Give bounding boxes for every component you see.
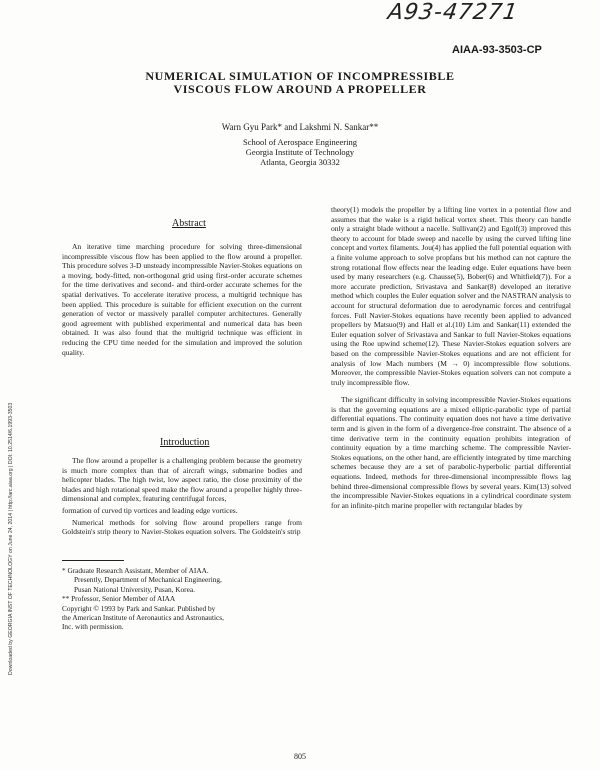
abstract-heading: Abstract — [172, 218, 206, 229]
affiliation-school: School of Aerospace Engineering — [242, 137, 357, 147]
download-sidebar — [8, 145, 18, 675]
footnote-1-line-3: Pusan National University, Pusan, Korea. — [74, 584, 195, 594]
affiliation — [200, 137, 400, 167]
footnote-1: * Graduate Research Assistant, Member of AIAA. — [62, 566, 209, 575]
affiliation-city: Atlanta, Georgia 30332 — [260, 157, 340, 167]
intro-paragraph-2: Numerical methods for solving flow around propellers range from Goldstein's strip theory to Navier-Stokes equation solvers. The Goldstein's strip — [62, 517, 302, 537]
affiliation-institute: Georgia Institute of Technology — [245, 147, 355, 157]
copyright-line-3: Inc. with permission. — [62, 622, 124, 632]
page-number: 805 — [294, 752, 306, 761]
authors: Warn Gyu Park* and Lakshmi N. Sankar** — [221, 122, 379, 132]
download-note: Downloaded by GEORGIA INST OF TECHNOLOGY on June 24, 2014 | http://arc.aiaa.org | DOI: 10.2514/6.1993-3503 — [8, 402, 14, 675]
handwritten-accession-number: A93-47271 — [386, 0, 520, 25]
intro-paragraph-1: The flow around a propeller is a challenging problem because the geometry is much more complex than that of aircraft wings, submarine bodies and helicopter blades. The high twist, low aspect ratio, the close proximity of the blades and high rotational speed make the flow around a propeller highly three-dimensional and complex, featuring centrifugal forces, — [62, 456, 302, 504]
introduction-heading: Introduction — [160, 437, 210, 448]
footnotes — [62, 566, 302, 632]
footnote-1-line-2: Presently, Department of Mechanical Engineering, — [74, 575, 222, 585]
abstract-column — [62, 242, 302, 357]
title-line-2: VISCOUS FLOW AROUND A PROPELLER — [173, 82, 427, 96]
right-paragraph-2: The significant difficulty in solving incompressible Navier-Stokes equations is that the governing equations are a mixed elliptic-parabolic type of partial differential equations. The continuity equation does not have a time derivative term and is given in the form of a divergence-free constraint. The absence of a time derivative term in the continuity equation prohibits integration of continuity equation by a time marching scheme. The compressible Navier-Stokes equations, on the other hand, are efficiently integrated by time marching schemes because they are a set of parabolic-hyperbolic partial differential equations. Indeed, methods for three-dimensional incompressible flows lag behind three-dimensional compressible flows by several years. Kim(13) solved the incompressible Navier-Stokes equations in a cylindrical coordinate system for an infinite-pitch marine propeller with rectangular blades by — [331, 395, 571, 510]
copyright-line-2: the American Institute of Aeronautics and Astronautics, — [62, 613, 224, 623]
introduction-column — [62, 456, 302, 537]
copyright-line-1: Copyright © 1993 by Park and Sankar. Published by — [62, 603, 216, 613]
right-paragraph-1: theory(1) models the propeller by a lifting line vortex in a potential flow and assumes that the wake is a rigid helical vortex sheet. This theory can handle only a straight blade without a nacelle. Sullivan(2) and Egolf(3) improved this theory to account for blade sweep and nacelle by using the curved lifting line concept and vortex filaments. Jou(4) has applied the full potential equation with a finite volume approach to solve propfans but his method can not capture the strong rotational flow effects near the leading edge. Euler equations have been used by many researchers (e.g. Chausse(5), Bober(6) and Whitfield(7)). For a more accurate prediction, Srivastava and Sankar(8) developed an iterative method which couples the Euler equation solver and the NASTRAN analysis to account for structural deformation due to aerodynamic forces and centrifugal forces. Full Navier-Stokes equations have recently been applied to advanced propellers by Matsuo(9) and Hall et al.(10) Lim and Sankar(11) extended the Euler equation solver of Srivastava and Sankar to full Navier-Stokes equations using the Roe upwind scheme(12). These Navier-Stokes equation solvers are based on the compressible Navier-Stokes equations and are not efficient for analysis of low Mach numbers (M → 0) incompressible flow solutions. Moreover, the compressible Navier-Stokes equation solvers can not compute a truly incompressible flow. — [331, 205, 571, 387]
right-column — [331, 205, 571, 510]
paper-id: AIAA-93-3503-CP — [452, 44, 542, 56]
title-line-1: NUMERICAL SIMULATION OF INCOMPRESSIBLE — [145, 69, 455, 83]
footnote-2: ** Professor, Senior Member of AIAA — [62, 594, 176, 604]
footnote-rule — [62, 560, 124, 561]
intro-paragraph-1-continued: formation of curved tip vortices and leading edge vortices. — [62, 505, 238, 515]
abstract-paragraph: An iterative time marching procedure for solving three-dimensional incompressible viscous flow has been applied to the flow around a propeller. This procedure solves 3-D unsteady incompressible Navier-Stokes equations on a moving, body-fitted, non-orthogonal grid using first-order accurate schemes for the time derivatives and second- and third-order accurate schemes for the spatial derivatives. To accelerate iterative process, a multigrid technique has been applied. This procedure is suitable for efficient execution on the current generation of vector or massively parallel computer architectures. Generally good agreement with published experimental and numerical data has been obtained. It was also found that the multigrid technique was efficient in reducing the CPU time needed for the simulation and improved the solution quality. — [62, 242, 302, 357]
